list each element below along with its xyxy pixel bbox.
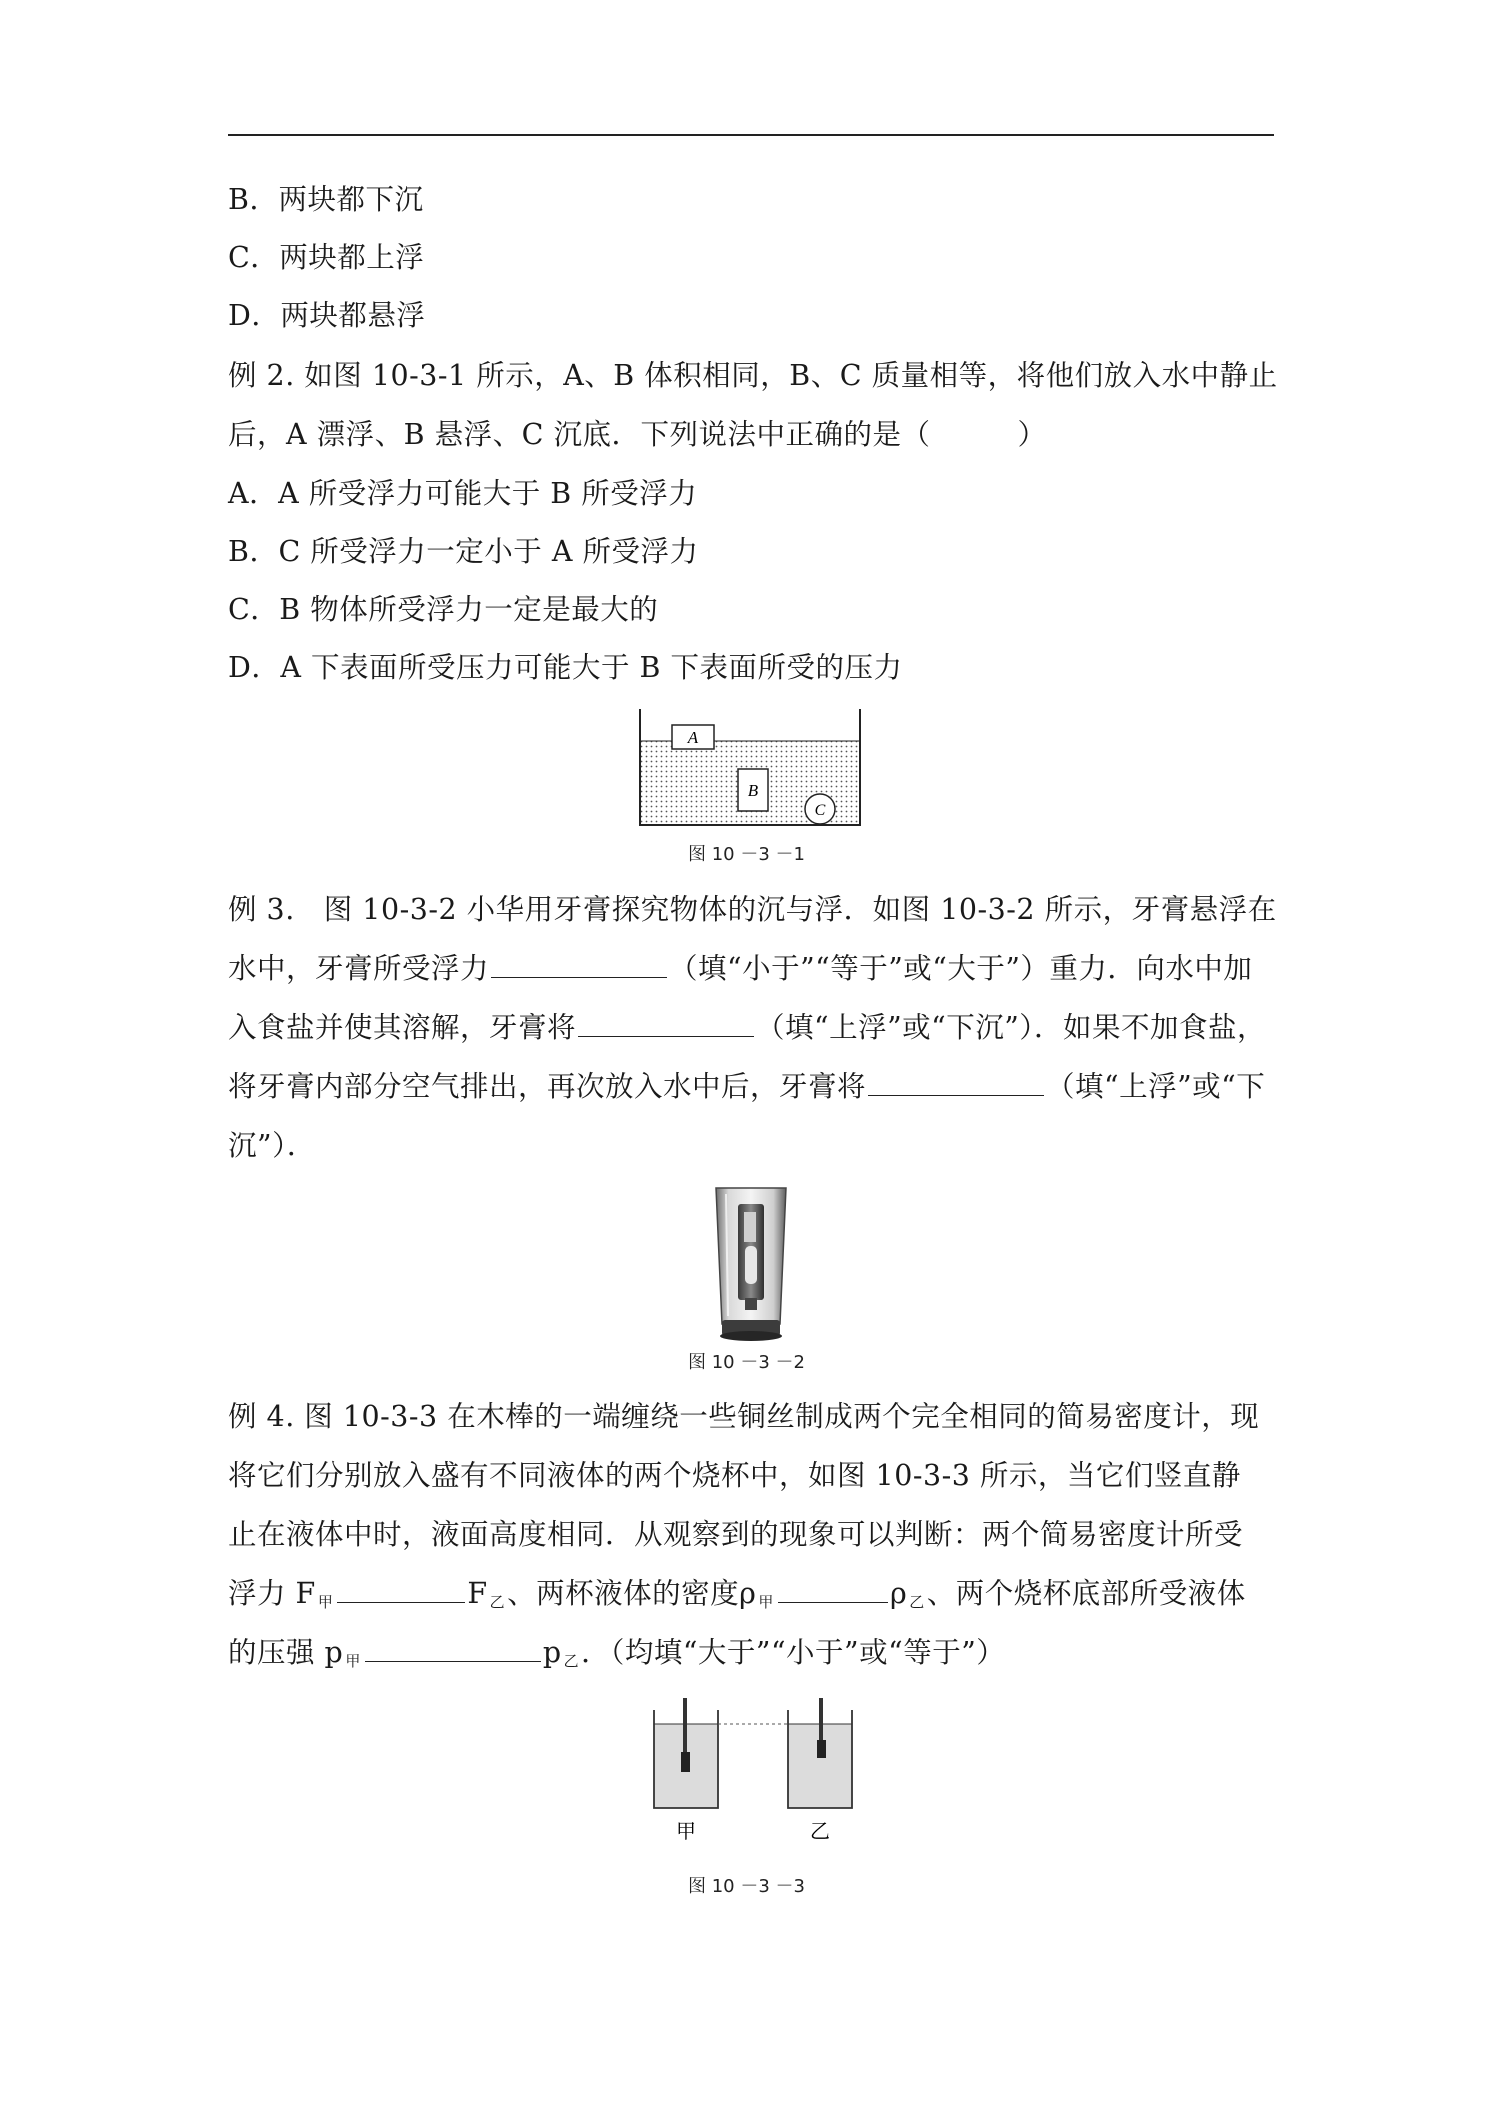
ex4-question-line3: 止在液体中时，液面高度相同．从观察到的现象可以判断：两个简易密度计所受 [228, 1518, 1244, 1551]
ex2-option-b: B．C 所受浮力一定小于 A 所受浮力 [228, 535, 699, 568]
option-b-top: B．两块都下沉 [228, 183, 424, 216]
ex3-question-line5: 沉”）． [228, 1129, 316, 1162]
option-d-top: D．两块都悬浮 [228, 299, 426, 332]
beaker-jia [654, 1698, 718, 1843]
option-c-top: C．两块都上浮 [228, 241, 425, 274]
ex3-question-line3: 入食盐并使其溶解，牙膏将 （填“上浮”或“下沉”）．如果不加食盐， [228, 1008, 1266, 1048]
ex4-question-line4: 浮力 F $_甲$ F $_乙$、两杯液体的密度ρ $_甲$ ρ $_乙$、两个烧杯底部所受液体 [228, 1574, 1246, 1622]
ex3-question-line1: 例 3. 图 10-3-2 小华用牙膏探究物体的沉与浮．如图 10-3-2 所示，牙膏悬浮在 [228, 893, 1277, 926]
header-rule [228, 134, 1274, 136]
answer-blank-1[interactable] [491, 949, 667, 978]
block-a [672, 725, 714, 749]
block-b [738, 769, 768, 811]
ex3-question-line2: 水中，牙膏所受浮力 （填“小于”“等于”或“大于”）重力．向水中加 [228, 949, 1252, 989]
figure-10-3-1 [630, 705, 870, 835]
ex4-question-line2: 将它们分别放入盛有不同液体的两个烧杯中，如图 10-3-3 所示，当它们竖直静 [228, 1459, 1241, 1492]
figure-caption-10-3-1: 图 10 －3 －1 [688, 844, 805, 865]
ex4-question-line5: 的压强 p $_甲$ p $_乙$．（均填“大于”“小于”或“等于”） [228, 1633, 1005, 1681]
ball-c [805, 794, 835, 824]
svg-text:甲: 甲 [676, 1819, 696, 1843]
toothpaste-tube [738, 1204, 764, 1310]
figure-caption-10-3-3: 图 10 －3 －3 [688, 1876, 805, 1897]
ex2-option-d: D．A 下表面所受压力可能大于 B 下表面所受的压力 [228, 651, 903, 684]
figure-caption-10-3-2: 图 10 －3 －2 [688, 1352, 805, 1373]
ex4-question-line1: 例 4. 图 10-3-3 在木棒的一端缠绕一些铜丝制成两个完全相同的简易密度计，现 [228, 1400, 1260, 1433]
figure-10-3-2-toothpaste-glass [714, 1186, 788, 1342]
beaker-yi [788, 1698, 852, 1843]
svg-text:B: B [747, 781, 759, 800]
ex2-question-line2: 后，A 漂浮、B 悬浮、C 沉底．下列说法中正确的是（ ） [228, 418, 1047, 451]
svg-text:乙: 乙 [810, 1819, 830, 1843]
answer-blank-5[interactable] [778, 1574, 888, 1603]
answer-blank-6[interactable] [365, 1633, 541, 1662]
answer-blank-3[interactable] [868, 1067, 1044, 1096]
svg-text:A: A [687, 728, 699, 747]
svg-text:C: C [814, 802, 826, 819]
answer-blank-2[interactable] [578, 1008, 754, 1037]
ex2-option-a: A．A 所受浮力可能大于 B 所受浮力 [228, 477, 698, 510]
answer-blank-4[interactable] [337, 1574, 465, 1603]
ex3-question-line4: 将牙膏内部分空气排出，再次放入水中后，牙膏将 （填“上浮”或“下 [228, 1067, 1265, 1107]
figure-10-3-3-density-meters [650, 1698, 862, 1858]
ex2-question-line1: 例 2. 如图 10-3-1 所示，A、B 体积相同，B、C 质量相等，将他们放入水中静止 [228, 359, 1278, 392]
ex2-option-c: C．B 物体所受浮力一定是最大的 [228, 593, 659, 626]
